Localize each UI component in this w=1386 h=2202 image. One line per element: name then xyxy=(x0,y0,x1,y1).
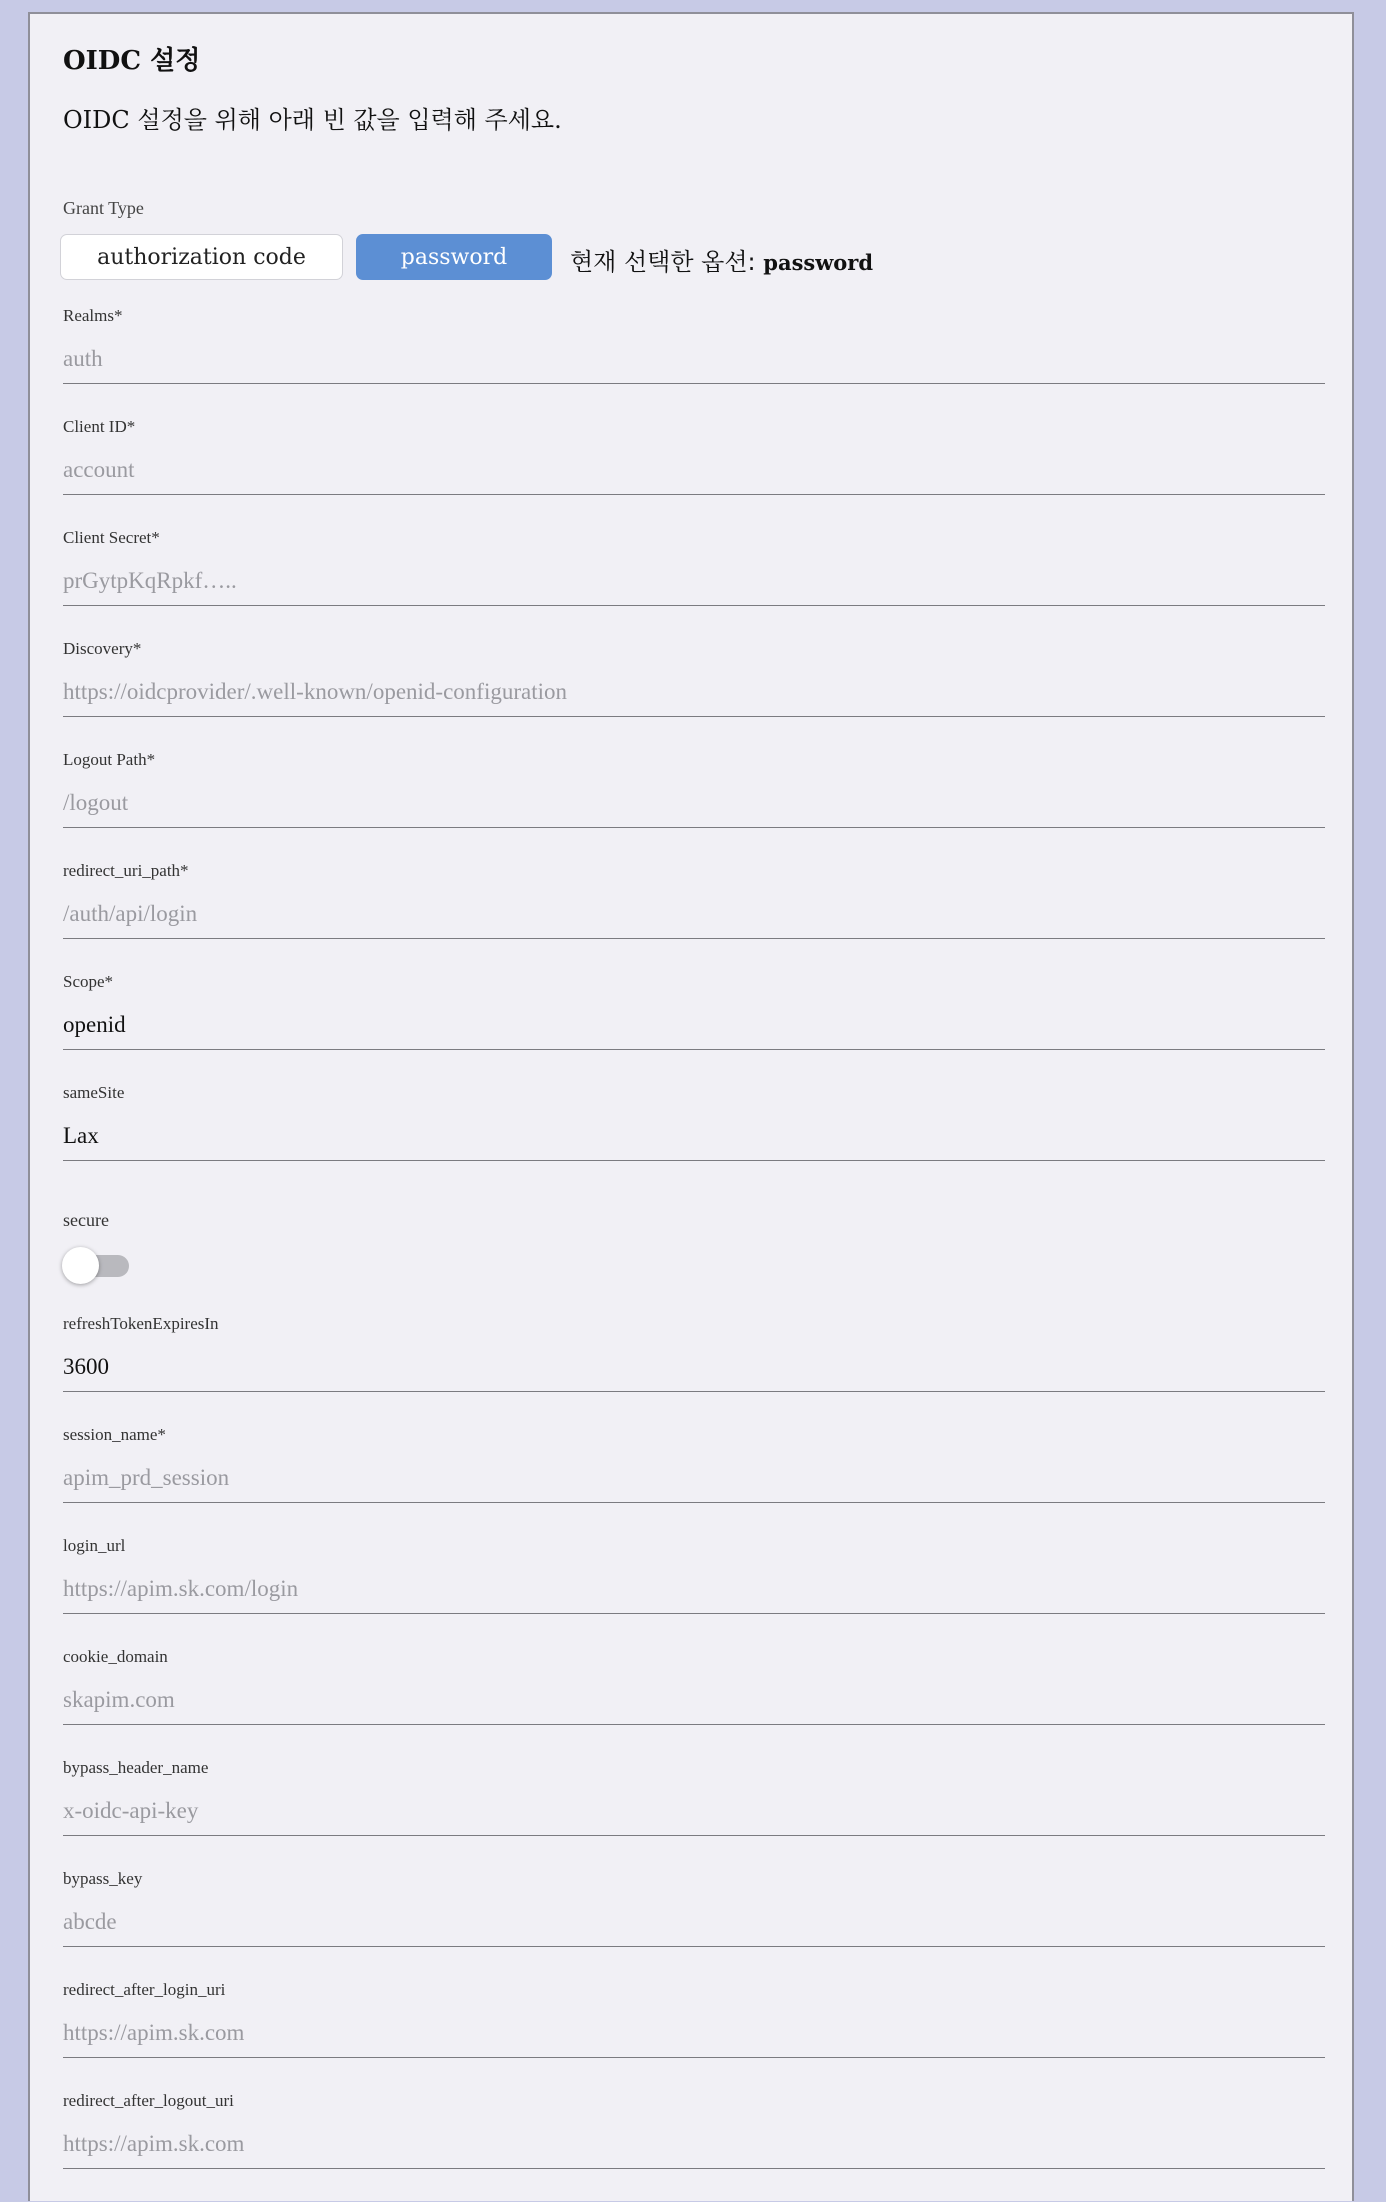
refresh-token-expires-in-input[interactable] xyxy=(63,1342,1325,1392)
cookie-domain-input[interactable] xyxy=(63,1675,1325,1725)
current-grant-option xyxy=(570,242,873,277)
current-option-value: password xyxy=(763,250,874,275)
current-option-prefix: 현재 선택한 옵션: xyxy=(570,248,756,276)
redirect-after-logout-uri-input[interactable] xyxy=(63,2119,1325,2169)
field-label: Scope* xyxy=(63,972,114,991)
toggle-knob xyxy=(62,1247,99,1284)
secure-label: secure xyxy=(63,1210,109,1230)
grant-option-password-button[interactable]: password xyxy=(356,234,552,280)
field-session-name xyxy=(63,1425,1325,1536)
scope-input[interactable] xyxy=(63,1000,1325,1050)
field-bypass-header-name xyxy=(63,1758,1325,1869)
redirect-uri-path-input[interactable] xyxy=(63,889,1325,939)
session-name-input[interactable] xyxy=(63,1453,1325,1503)
field-label: refreshTokenExpiresIn xyxy=(63,1314,219,1333)
field-client-secret xyxy=(63,528,1325,639)
realms-input[interactable] xyxy=(63,334,1325,384)
field-label: redirect_uri_path* xyxy=(63,861,189,880)
grant-option-authorization-code-button[interactable]: authorization code xyxy=(60,234,343,280)
field-discovery xyxy=(63,639,1325,750)
field-label: Logout Path* xyxy=(63,750,156,769)
field-label: bypass_key xyxy=(63,1869,143,1888)
field-label: session_name* xyxy=(63,1425,166,1444)
bypass-header-name-input[interactable] xyxy=(63,1786,1325,1836)
oidc-settings-panel xyxy=(28,12,1354,2201)
field-label: Discovery* xyxy=(63,639,142,658)
field-label: cookie_domain xyxy=(63,1647,168,1666)
discovery-input[interactable] xyxy=(63,667,1325,717)
field-label: redirect_after_logout_uri xyxy=(63,2091,234,2110)
field-redirect-after-login-uri xyxy=(63,1980,1325,2091)
redirect-after-login-uri-input[interactable] xyxy=(63,2008,1325,2058)
client-secret-input[interactable] xyxy=(63,556,1325,606)
field-logout-path xyxy=(63,750,1325,861)
field-label: Realms* xyxy=(63,306,123,325)
secure-toggle[interactable] xyxy=(62,1246,134,1286)
field-label: bypass_header_name xyxy=(63,1758,209,1777)
field-realms xyxy=(63,306,1325,417)
field-label: redirect_after_login_uri xyxy=(63,1980,226,1999)
field-refresh-token-expires-in xyxy=(63,1314,1325,1425)
field-label: sameSite xyxy=(63,1083,125,1102)
form-title: OIDC 설정 xyxy=(63,46,201,76)
field-label: login_url xyxy=(63,1536,126,1555)
field-login-url xyxy=(63,1536,1325,1647)
logout-path-input[interactable] xyxy=(63,778,1325,828)
field-samesite xyxy=(63,1083,1325,1194)
login-url-input[interactable] xyxy=(63,1564,1325,1614)
field-cookie-domain xyxy=(63,1647,1325,1758)
bypass-key-input[interactable] xyxy=(63,1897,1325,1947)
grant-type-label: Grant Type xyxy=(63,198,144,218)
client-id-input[interactable] xyxy=(63,445,1325,495)
field-label: Client ID* xyxy=(63,417,136,436)
field-scope xyxy=(63,972,1325,1083)
form-subtitle: OIDC 설정을 위해 아래 빈 값을 입력해 주세요. xyxy=(63,106,562,134)
samesite-input[interactable] xyxy=(63,1111,1325,1161)
field-bypass-key xyxy=(63,1869,1325,1980)
field-redirect-after-logout-uri xyxy=(63,2091,1325,2202)
field-label: Client Secret* xyxy=(63,528,160,547)
field-redirect-uri-path xyxy=(63,861,1325,972)
field-client-id xyxy=(63,417,1325,528)
